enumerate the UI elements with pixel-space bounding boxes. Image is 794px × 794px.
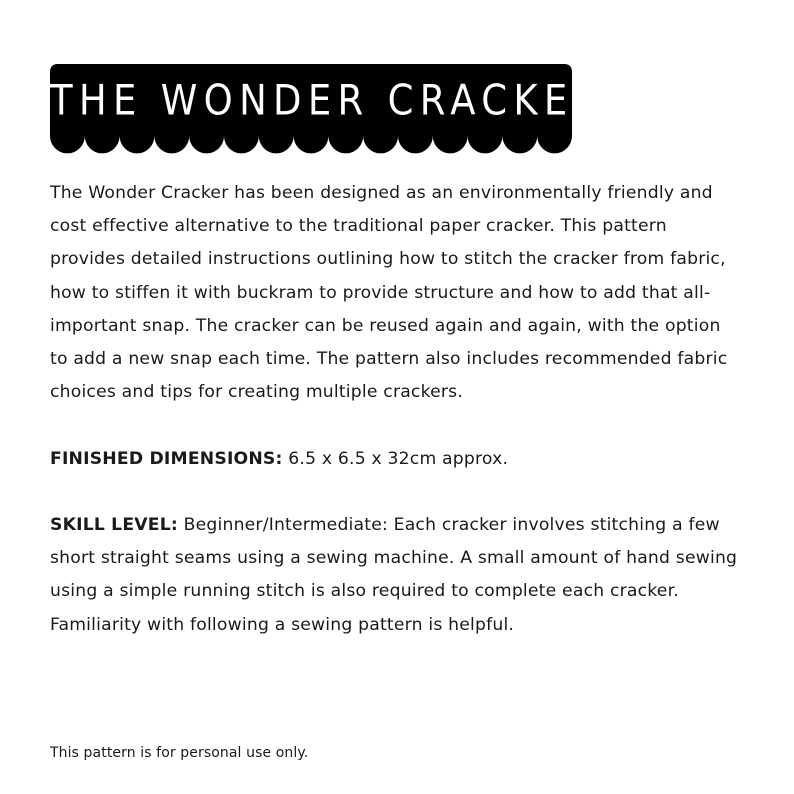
title-banner bbox=[50, 64, 606, 156]
dimensions-value: 6.5 x 6.5 x 32cm approx. bbox=[288, 448, 509, 469]
description-body bbox=[50, 177, 740, 642]
dimensions-paragraph bbox=[50, 443, 740, 476]
skill-value: Beginner/Intermediate: Each cracker involves stitching a few short straight seams using a sewing machine. A small amount of hand sewing using a simple running stitch is also required to complete each cracker. Familiarity with following a sewing pattern is helpful. bbox=[50, 515, 738, 635]
skill-paragraph bbox=[50, 509, 740, 642]
intro-paragraph: The Wonder Cracker has been designed as an environmentally friendly and cost effective alternative to the traditional paper cracker. This pattern provides detailed instructions outlining how to stitch the cracker from fabric, how to stiffen it with buckram to provide structure and how to add that all-important snap. The cracker can be reused again and again, with the option to add a new snap each time. The pattern also includes recommended fabric choices and tips for creating multiple crackers. bbox=[50, 183, 728, 403]
page-title: THE WONDER CRACKER bbox=[50, 76, 606, 125]
dimensions-label: FINISHED DIMENSIONS: bbox=[50, 448, 283, 469]
skill-label: SKILL LEVEL: bbox=[50, 515, 178, 535]
usage-notice: This pattern is for personal use only. bbox=[50, 745, 309, 761]
